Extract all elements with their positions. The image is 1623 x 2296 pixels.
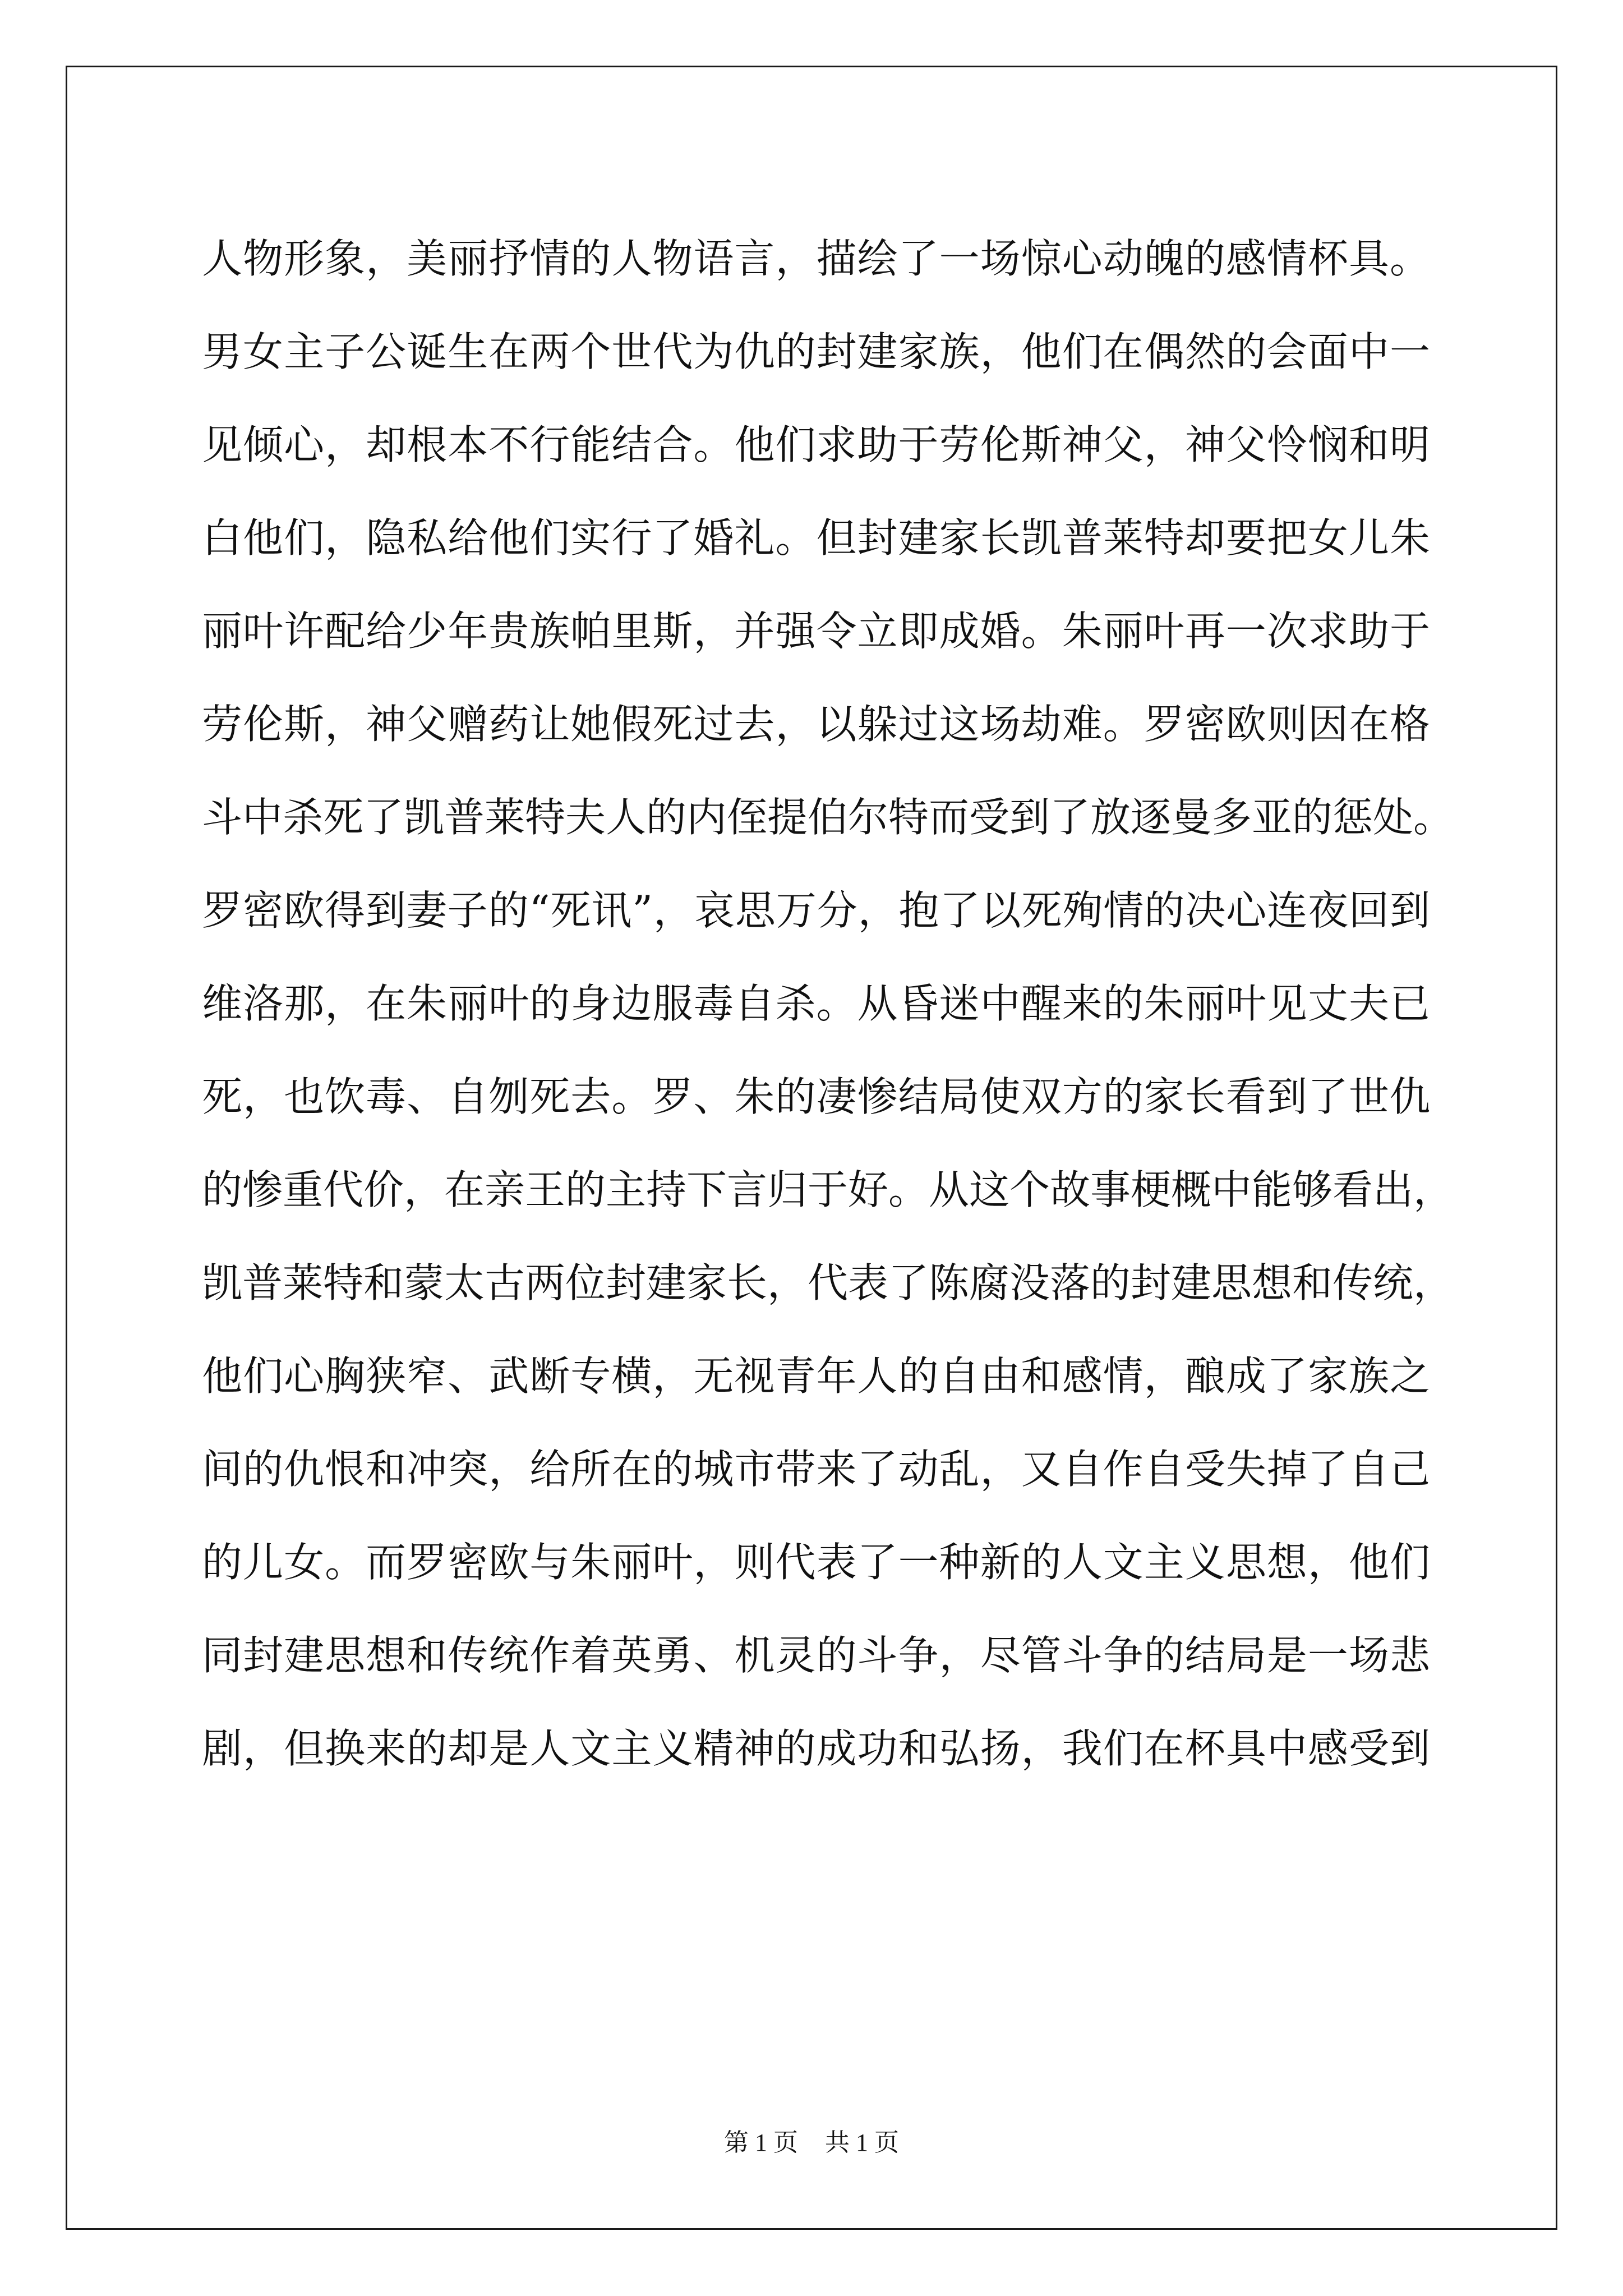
page-footer xyxy=(0,2126,1623,2160)
text-line: 男女主子公诞生在两个世代为仇的封建家族，他们在偶然的会面中一 xyxy=(202,328,1430,375)
text-line: 凯普莱特和蒙太古两位封建家长，代表了陈腐没落的封建思想和传统， xyxy=(202,1259,1454,1306)
page-total: 共 1 页 xyxy=(825,2129,899,2156)
text-line: 见倾心，却根本不行能结合。他们求助于劳伦斯神父，神父怜悯和明 xyxy=(202,421,1430,468)
text-line: 他们心胸狭窄、武断专横，无视青年人的自由和感情，酿成了家族之 xyxy=(202,1352,1430,1400)
text-line: 丽叶许配给少年贵族帕里斯，并强令立即成婚。朱丽叶再一次求助于 xyxy=(202,608,1430,655)
document-body xyxy=(202,212,1454,1795)
text-line: 人物形象，美丽抒情的人物语言，描绘了一场惊心动魄的感情杯具。 xyxy=(202,235,1430,282)
page-number: 第 1 页 xyxy=(724,2129,798,2156)
text-line: 死，也饮毒、自刎死去。罗、朱的凄惨结局使双方的家长看到了世仇 xyxy=(202,1073,1430,1120)
text-line: 罗密欧得到妻子的“死讯”，哀思万分，抱了以死殉情的决心连夜回到 xyxy=(202,887,1430,934)
text-line: 的儿女。而罗密欧与朱丽叶，则代表了一种新的人文主义思想，他们 xyxy=(202,1539,1430,1586)
text-line: 间的仇恨和冲突，给所在的城市带来了动乱，又自作自受失掉了自己 xyxy=(202,1446,1430,1493)
text-line: 同封建思想和传统作着英勇、机灵的斗争，尽管斗争的结局是一场悲 xyxy=(202,1632,1430,1679)
text-line: 白他们，隐私给他们实行了婚礼。但封建家长凯普莱特却要把女儿朱 xyxy=(202,514,1430,562)
text-line: 剧，但换来的却是人文主义精神的成功和弘扬，我们在杯具中感受到 xyxy=(202,1725,1430,1772)
text-line: 斗中杀死了凯普莱特夫人的内侄提伯尔特而受到了放逐曼多亚的惩处。 xyxy=(202,794,1454,841)
text-line: 劳伦斯，神父赠药让她假死过去，以躲过这场劫难。罗密欧则因在格 xyxy=(202,701,1430,748)
text-line: 维洛那，在朱丽叶的身边服毒自杀。从昏迷中醒来的朱丽叶见丈夫已 xyxy=(202,980,1430,1027)
text-line: 的惨重代价，在亲王的主持下言归于好。从这个故事梗概中能够看出， xyxy=(202,1166,1454,1213)
